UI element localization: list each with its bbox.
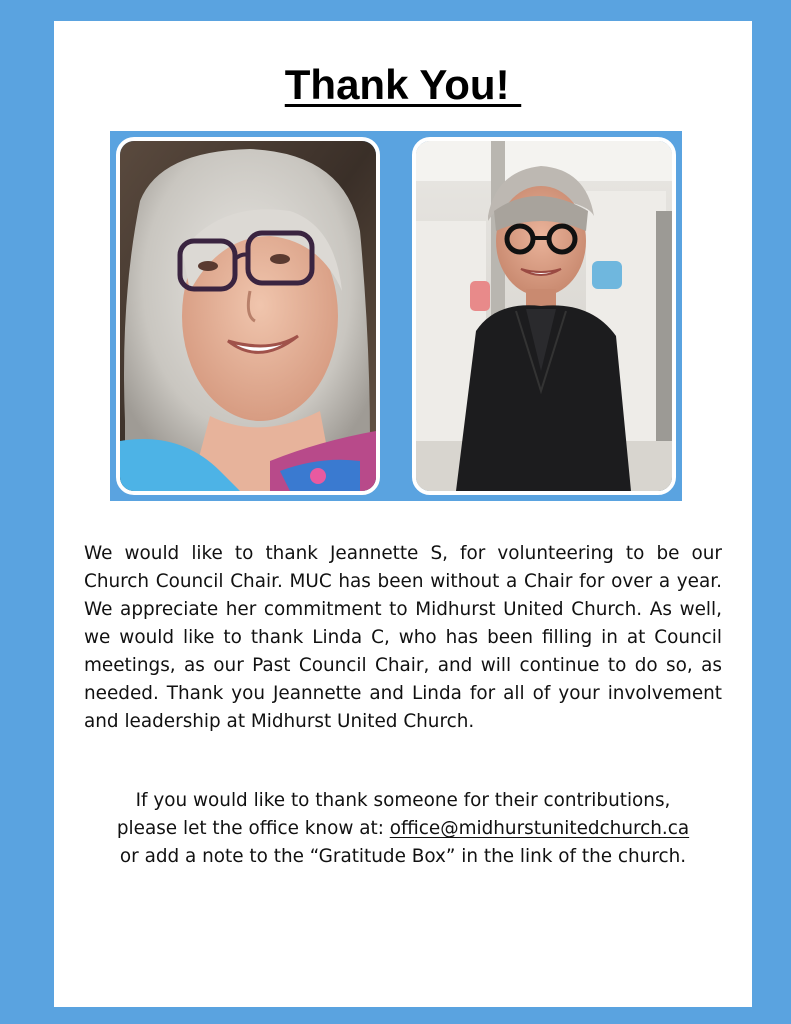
- page-title-text: Thank You!: [284, 61, 522, 108]
- closing-line-1: If you would like to thank someone for their contributions,: [135, 790, 671, 811]
- closing-line-2: [74, 815, 732, 843]
- portrait-woman-glasses-black-jacket: [416, 141, 672, 491]
- thank-you-paragraph: We would like to thank Jeannette S, for volunteering to be our Church Council Chair. MUC has been without a Chair for over a year. We appreciate her commitment to Midhurst United Church. As well, we would like to thank Linda C, who has been filling in at Council meetings, as our Past Council Chair, and will continue to do so, as needed. Thank you Jeannette and Linda for all of your involvement and leadership at Midhurst United Church.: [84, 543, 722, 732]
- closing-line-3: or add a note to the “Gratitude Box” in the link of the church.: [119, 846, 687, 867]
- photo-band: [110, 131, 682, 501]
- office-email-link[interactable]: office@midhurstunitedchurch.ca: [389, 818, 690, 839]
- flyer-sheet: [54, 21, 752, 1007]
- closing-line-2-prefix: please let the office know at:: [116, 818, 390, 839]
- closing-note: [74, 787, 732, 871]
- portrait-woman-glasses-white-hair: [120, 141, 376, 491]
- photo-linda: [412, 137, 676, 495]
- photo-jeannette: [116, 137, 380, 495]
- page-title: [54, 59, 752, 111]
